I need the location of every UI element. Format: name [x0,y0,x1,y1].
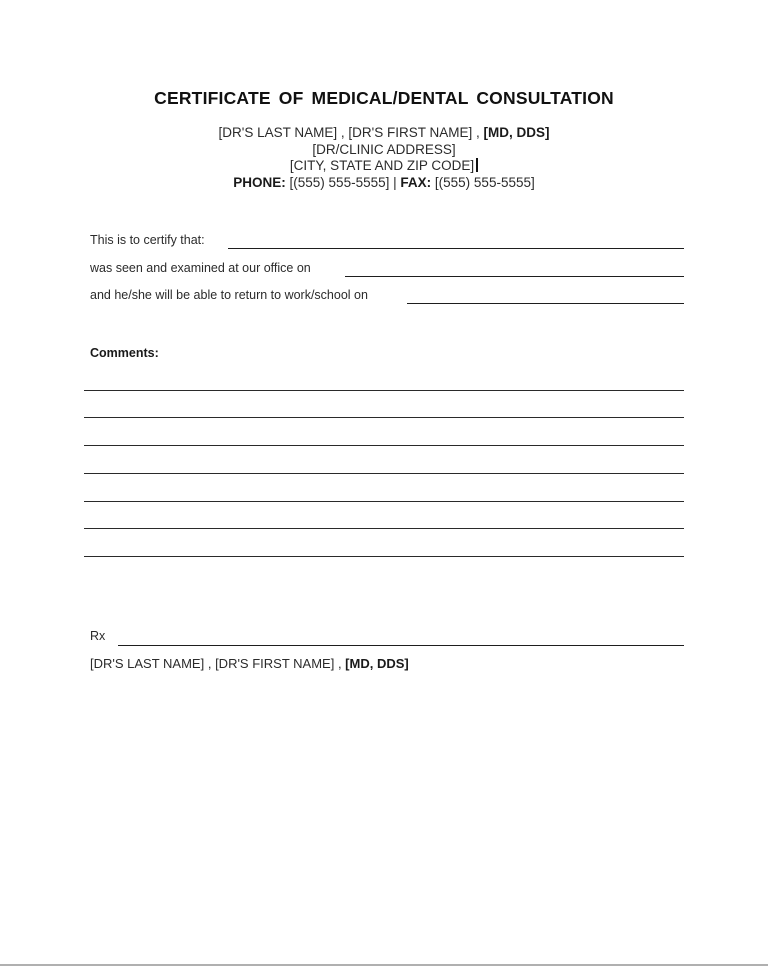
comment-line-2[interactable] [84,417,684,418]
separator: , [337,125,349,140]
fax-value[interactable]: [(555) 555-5555] [434,174,535,190]
dr-last-name[interactable]: [DR'S LAST NAME] [218,125,338,140]
exam-date-field[interactable] [345,276,684,277]
comment-line-1[interactable] [84,390,684,391]
fax-label: FAX: [400,174,432,190]
return-date-row [90,288,684,306]
separator: , [334,656,346,671]
separator: , [204,656,216,671]
pipe-separator: | [389,174,401,190]
comment-line-7[interactable] [84,556,684,557]
signature-doctor-name [90,656,409,671]
doctor-name-line [0,125,768,142]
city-state-zip-line [0,158,768,175]
city-state-zip[interactable]: [CITY, STATE AND ZIP CODE] [289,158,475,173]
phone-value[interactable]: [(555) 555-5555] [289,174,390,190]
comments-label: Comments: [90,346,159,360]
dr-first-name[interactable]: [DR'S FIRST NAME] [348,125,473,140]
exam-date-label: was seen and examined at our office on [90,261,311,275]
clinic-address[interactable]: [DR/CLINIC ADDRESS] [312,141,456,157]
comment-line-3[interactable] [84,445,684,446]
comment-line-4[interactable] [84,473,684,474]
text-cursor [476,158,478,172]
certify-patient-label: This is to certify that: [90,233,205,247]
separator: , [472,125,484,140]
sig-dr-last-name[interactable]: [DR'S LAST NAME] [90,656,205,671]
certify-patient-row [90,233,684,251]
doctor-header [0,125,768,191]
comment-line-5[interactable] [84,501,684,502]
return-date-label: and he/she will be able to return to work/school on [90,288,368,302]
sig-dr-first-name[interactable]: [DR'S FIRST NAME] [215,656,335,671]
phone-label: PHONE: [233,174,286,190]
signature-field[interactable] [118,645,684,646]
document-title: CERTIFICATE OF MEDICAL/DENTAL CONSULTATION [154,88,614,108]
dr-credentials[interactable]: [MD, DDS] [483,125,550,140]
rx-label: Rx [90,629,106,643]
patient-name-field[interactable] [228,248,684,249]
contact-line [0,175,768,192]
comment-line-6[interactable] [84,528,684,529]
return-date-field[interactable] [407,303,684,304]
exam-date-row [90,261,684,279]
sig-dr-credentials[interactable]: [MD, DDS] [345,656,409,671]
